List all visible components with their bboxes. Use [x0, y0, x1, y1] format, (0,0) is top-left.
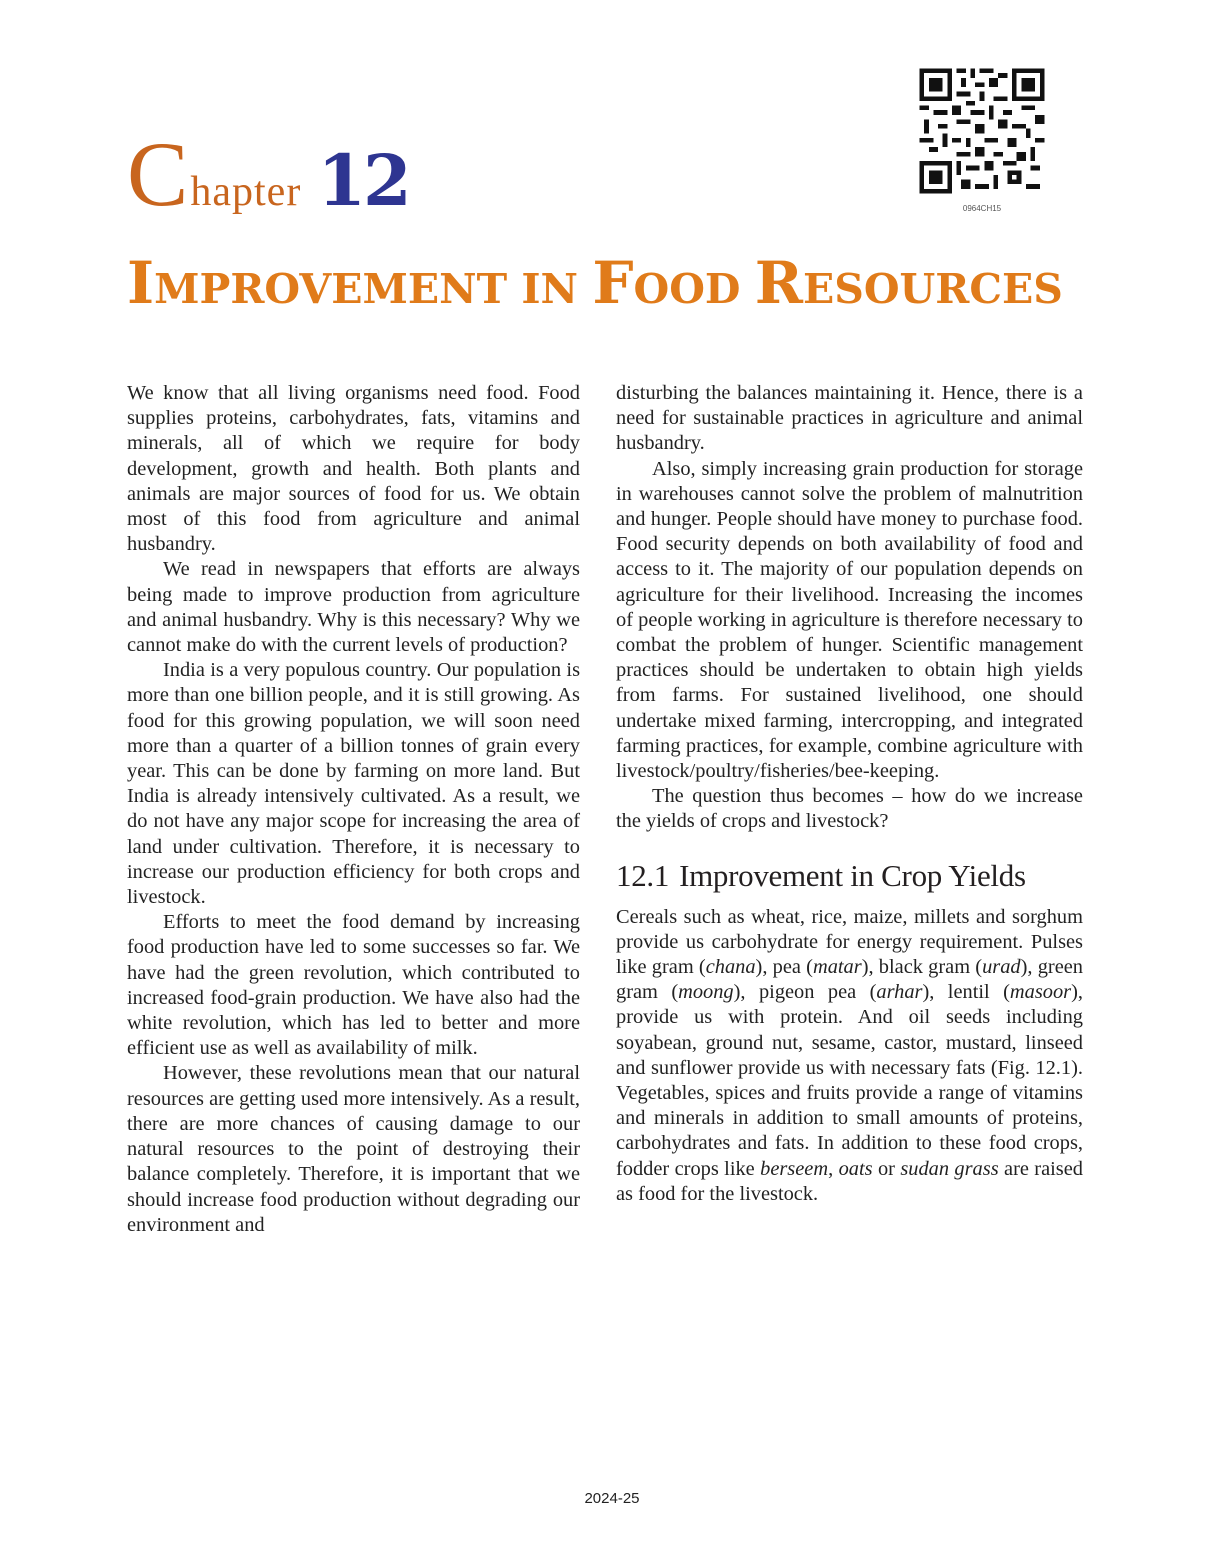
paragraph: Also, simply increasing grain production for storage in warehouses cannot solve the problem of malnutrition and hunger. People should have money to purchase food. Food security depends on both availability of food and access to it. The majority of our population depends on agriculture for their livelihood. Increasing the incomes of people working in agriculture is therefore necessary to combat the problem of hunger. Scientific management practices should be undertaken to obtain high yields from farms. For sustained livelihood, one should undertake mixed farming, intercropping, and integrated farming practices, for example, combine agriculture with livestock/poultry/fisheries/bee-keeping. — [616, 457, 1083, 783]
section-title: Improvement in Crop Yields — [679, 857, 1026, 893]
text-run: ), black gram ( — [861, 956, 983, 979]
title-part: F — [592, 249, 634, 317]
text-run: or — [872, 1157, 901, 1180]
left-column — [127, 381, 580, 1238]
paragraph: India is a very populous country. Our population is more than one billion people, and it is still growing. As food for this growing population, we will soon need more than a quarter of a billion tonnes of grain every year. This can be done by farming on more land. But India is already intensively cultivated. As a result, we do not have any major scope for increasing the area of land under cultivation. Therefore, it is necessary to increase our production efficiency for both crops and livestock. — [127, 659, 580, 909]
right-column — [616, 381, 1083, 1207]
italic-term: berseem — [760, 1157, 829, 1180]
text-run: ), pigeon pea ( — [733, 981, 877, 1004]
text-run: Cereals such as wheat, rice, maize, millets and sorghum provide us carbohydrate for energy requirement. Pulses like gram ( — [616, 905, 1083, 979]
chapter-heading — [127, 123, 409, 228]
italic-term: moong — [678, 981, 734, 1004]
chapter-title — [127, 249, 1087, 317]
title-part: ESOURCES — [802, 265, 1063, 313]
paragraph: However, these revolutions mean that our natural resources are getting used more intensively. As a result, there are more chances of causing damage to our natural resources to the point of destroying their balance completely. Therefore, it is important that we should increase food production without degrading our environment and — [127, 1062, 580, 1236]
text-run: ), lentil ( — [922, 981, 1010, 1004]
title-part: OOD — [633, 265, 755, 313]
paragraph: Efforts to meet the food demand by increasing food production have led to some successes so far. We have had the green revolution, which contributed to increased food-grain production. We have also had the white revolution, which has led to better and more efficient use as well as availability of milk. — [127, 911, 580, 1060]
text-run: , — [828, 1157, 839, 1180]
section-number: 12.1 — [616, 857, 670, 893]
text-run: ), green gram ( — [616, 956, 1083, 1004]
chapter-word: hapter — [190, 169, 302, 215]
qr-code-icon[interactable] — [915, 64, 1049, 198]
italic-term: chana — [705, 956, 756, 979]
text-run: are raised as food for the livestock. — [616, 1157, 1083, 1205]
italic-term: masoor — [1009, 981, 1072, 1004]
paragraph: We read in newspapers that efforts are always being made to improve production from agriculture and animal husbandry. Why is this necessary? Why we cannot make do with the current levels of production? — [127, 558, 580, 657]
qr-code-label: 0964CH15 — [962, 204, 1002, 213]
section-heading — [616, 859, 1083, 893]
italic-term: urad — [982, 956, 1021, 979]
title-part: R — [754, 249, 803, 317]
title-part: MPROVEMENT IN — [154, 265, 593, 313]
page-footer-year: 2024-25 — [584, 1490, 640, 1507]
paragraph: disturbing the balances maintaining it. Hence, there is a need for sustainable practices in agriculture and animal husbandry. — [616, 382, 1083, 455]
text-run: ), pea ( — [755, 956, 813, 979]
italic-term: arhar — [876, 981, 923, 1004]
chapter-number: 12 — [317, 139, 409, 222]
chapter-initial: C — [127, 123, 189, 225]
paragraph: The question thus becomes – how do we increase the yields of crops and livestock? — [616, 785, 1083, 833]
paragraph: We know that all living organisms need food. Food supplies proteins, carbohydrates, fats, vitamins and minerals, all of which we require for body development, growth and health. Both plants and animals are major sources of food for us. We obtain most of this food from agriculture and animal husbandry. — [127, 382, 580, 556]
section-paragraph — [616, 905, 1083, 1207]
title-part: I — [127, 249, 155, 317]
italic-term: matar — [812, 956, 862, 979]
italic-term: oats — [838, 1157, 873, 1180]
italic-term: sudan grass — [900, 1157, 999, 1180]
text-run: ), provide us with protein. And oil seeds including soyabean, ground nut, sesame, castor, mustard, linseed and sunflower provide us with necessary fats (Fig. 12.1). Vegetables, spices and fruits provide a range of vitamins and minerals in addition to small amounts of proteins, carbohydrates and fats. In addition to these food crops, fodder crops like — [616, 981, 1083, 1180]
